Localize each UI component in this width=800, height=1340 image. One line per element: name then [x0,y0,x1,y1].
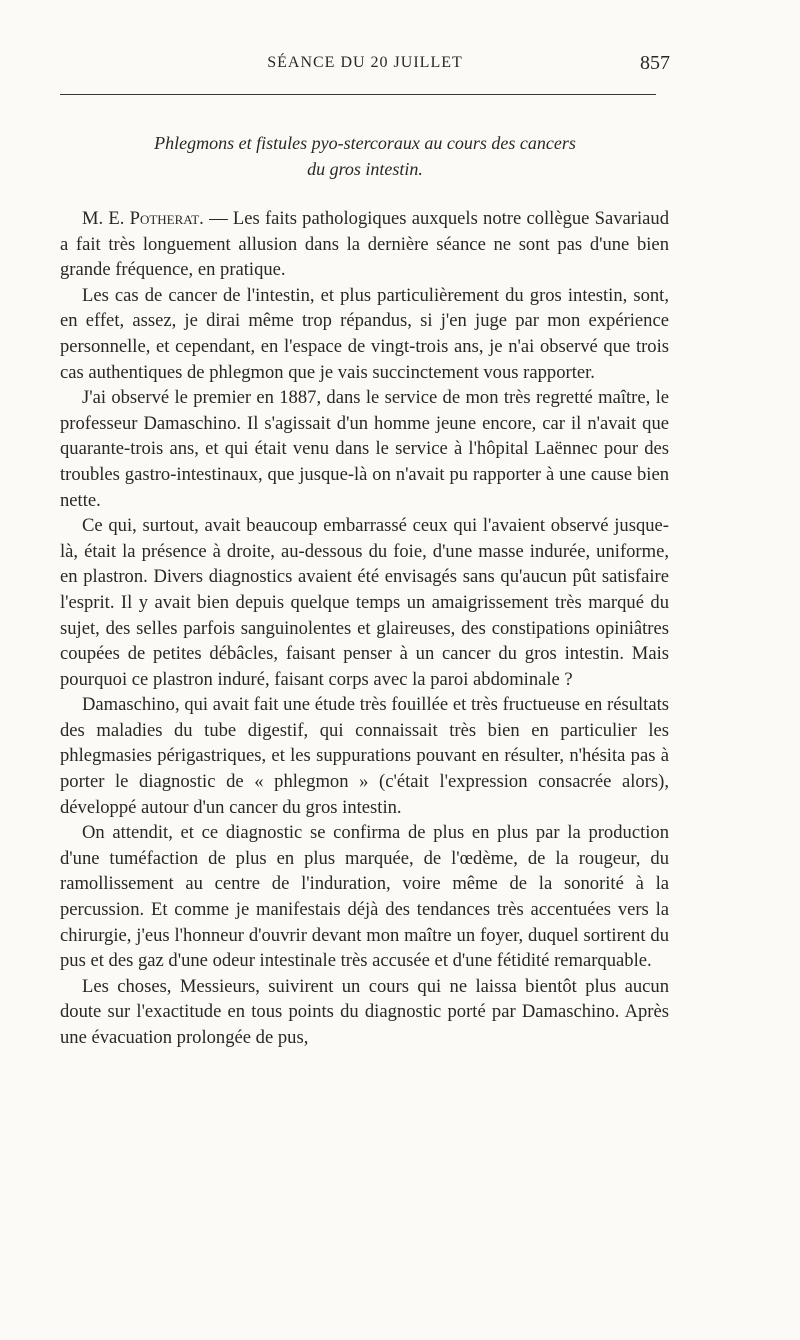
paragraph-1-text: — Les faits pathologiques auxquels notre collègue Savariaud a fait très longuement allusion dans la dernière séance ne sont pas d'une bien grande fréquence, en pratique. [60,208,669,281]
running-head: SÉANCE DU 20 JUILLET [267,54,463,71]
section-title-line-2: du gros intestin. [307,159,423,179]
paragraph-2: Les cas de cancer de l'intestin, et plus particulièrement du gros intestin, sont, en effet, assez, je dirai même trop répandus, si j'en juge par mon expérience personnelle, et cependant, en l'espace de vingt-trois ans, je n'ai observé que trois cas authentiques de phlegmon que je vais succinctement vous rapporter. [60,284,669,383]
page-number: 857 [640,52,670,74]
section-title-line-1: Phlegmons et fistules pyo-stercoraux au cours des cancers [154,133,576,153]
page-header [60,48,670,78]
paragraph-3: J'ai observé le premier en 1887, dans le service de mon très regretté maître, le professeur Damaschino. Il s'agissait d'un homme jeune encore, car il n'avait que quarante-trois ans, et qui était venu dans le service à l'hôpital Laënnec pour des troubles gastro-intestinaux, que jusque-là on n'avait pu rapporter à une cause bien nette. [60,387,669,511]
paragraph-7: Les choses, Messieurs, suivirent un cours qui ne laissa bientôt plus aucun doute sur l'exactitude en tous points du diagnostic porté par Damaschino. Après une évacuation prolongée de pus, [60,975,669,1048]
paragraph-4: Ce qui, surtout, avait beaucoup embarrassé ceux qui l'avaient observé jusque-là, était la présence à droite, au-dessous du foie, d'une masse indurée, uniforme, en plastron. Divers diagnostics avaient été envisagés sans qu'aucun pût satisfaire l'esprit. Il y avait bien depuis quelque temps un amaigrissement très marqué du sujet, des selles parfois sanguinolentes et glaireuses, des constipations opiniâtres coupées de petites débâcles, faisant penser à un cancer du gros intestin. Mais pourquoi ce plastron induré, faisant corps avec la paroi abdominale ? [60,515,669,690]
paragraph-1 [60,206,669,283]
body-text [60,206,669,1051]
paragraph-6: On attendit, et ce diagnostic se confirma de plus en plus par la production d'une tuméfaction de plus en plus marquée, de l'œdème, de la rougeur, du ramollissement au centre de l'induration, voire même de la sonorité à la percussion. Et comme je manifestais déjà des tendances très accentuées vers la chirurgie, j'eus l'honneur d'ouvrir devant mon maître un foyer, duquel sortirent du pus et des gaz d'une odeur intestinale très accusée et d'une fétidité remarquable. [60,822,669,972]
speaker-name: M. E. Potherat. [82,208,204,229]
header-rule [60,94,656,95]
section-title [60,130,670,182]
paragraph-5: Damaschino, qui avait fait une étude très fouillée et très fructueuse en résultats des maladies du tube digestif, qui connaissait très bien en particulier les phlegmasies périgastriques, et les suppurations pouvant en résulter, n'hésita pas à porter le diagnostic de « phlegmon » (c'était l'expression consacrée alors), développé autour d'un cancer du gros intestin. [60,694,669,818]
